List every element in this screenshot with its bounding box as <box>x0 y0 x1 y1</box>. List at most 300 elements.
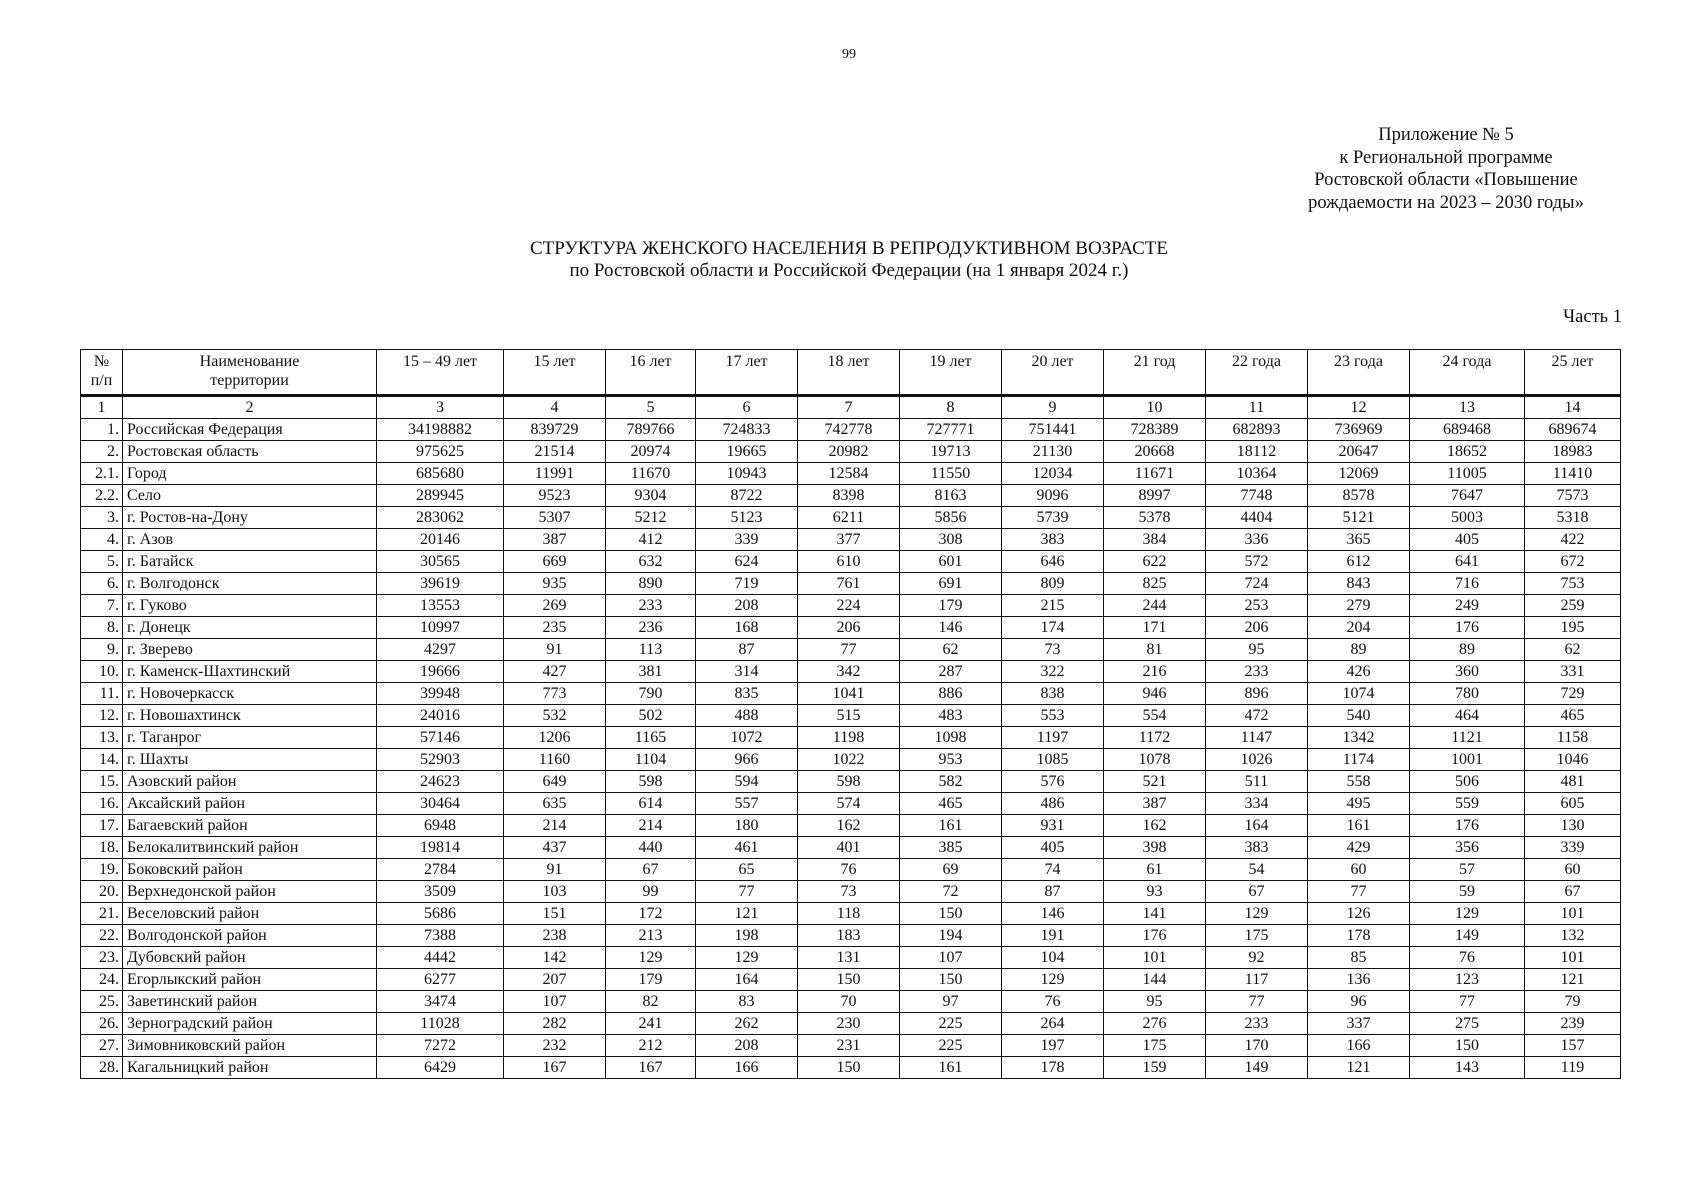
value-cell: 236 <box>606 617 696 639</box>
territory-name-cell: Село <box>123 485 377 507</box>
value-cell: 60 <box>1525 859 1621 881</box>
value-cell: 70 <box>798 991 900 1013</box>
table-row <box>81 507 1621 529</box>
table-row <box>81 485 1621 507</box>
value-cell: 60 <box>1308 859 1410 881</box>
value-cell: 1001 <box>1410 749 1525 771</box>
value-cell: 67 <box>1206 881 1308 903</box>
document-title <box>0 238 1698 282</box>
col-header-age: 16 лет <box>606 350 696 396</box>
value-cell: 269 <box>504 595 606 617</box>
row-index-cell: 8. <box>81 617 123 639</box>
value-cell: 7647 <box>1410 485 1525 507</box>
value-cell: 20668 <box>1104 441 1206 463</box>
territory-name-cell: Верхнедонской район <box>123 881 377 903</box>
row-index-cell: 28. <box>81 1057 123 1079</box>
value-cell: 197 <box>1002 1035 1104 1057</box>
value-cell: 1165 <box>606 727 696 749</box>
value-cell: 809 <box>1002 573 1104 595</box>
value-cell: 339 <box>1525 837 1621 859</box>
value-cell: 92 <box>1206 947 1308 969</box>
territory-name-cell: г. Новочеркасск <box>123 683 377 705</box>
value-cell: 440 <box>606 837 696 859</box>
value-cell: 101 <box>1104 947 1206 969</box>
value-cell: 360 <box>1410 661 1525 683</box>
column-number: 14 <box>1525 396 1621 419</box>
value-cell: 176 <box>1410 815 1525 837</box>
value-cell: 635 <box>504 793 606 815</box>
value-cell: 287 <box>900 661 1002 683</box>
value-cell: 1160 <box>504 749 606 771</box>
value-cell: 4404 <box>1206 507 1308 529</box>
value-cell: 691 <box>900 573 1002 595</box>
table-row <box>81 1035 1621 1057</box>
value-cell: 150 <box>900 903 1002 925</box>
territory-name-cell: Ростовская область <box>123 441 377 463</box>
value-cell: 72 <box>900 881 1002 903</box>
value-cell: 11550 <box>900 463 1002 485</box>
value-cell: 74 <box>1002 859 1104 881</box>
value-cell: 8398 <box>798 485 900 507</box>
row-index-cell: 13. <box>81 727 123 749</box>
value-cell: 18652 <box>1410 441 1525 463</box>
value-cell: 736969 <box>1308 419 1410 441</box>
value-cell: 65 <box>696 859 798 881</box>
table-row <box>81 859 1621 881</box>
value-cell: 21130 <box>1002 441 1104 463</box>
column-number: 10 <box>1104 396 1206 419</box>
col-header-age: 19 лет <box>900 350 1002 396</box>
title-line-2: по Ростовской области и Российской Федерации (на 1 января 2024 г.) <box>569 260 1129 281</box>
value-cell: 594 <box>696 771 798 793</box>
value-cell: 339 <box>696 529 798 551</box>
column-number-row <box>81 396 1621 419</box>
value-cell: 85 <box>1308 947 1410 969</box>
column-number: 5 <box>606 396 696 419</box>
value-cell: 1072 <box>696 727 798 749</box>
value-cell: 57146 <box>377 727 504 749</box>
value-cell: 24623 <box>377 771 504 793</box>
value-cell: 249 <box>1410 595 1525 617</box>
value-cell: 13553 <box>377 595 504 617</box>
territory-name-cell: г. Азов <box>123 529 377 551</box>
value-cell: 76 <box>1002 991 1104 1013</box>
col-header-age: 15 лет <box>504 350 606 396</box>
value-cell: 646 <box>1002 551 1104 573</box>
value-cell: 89 <box>1410 639 1525 661</box>
value-cell: 559 <box>1410 793 1525 815</box>
row-index-cell: 25. <box>81 991 123 1013</box>
value-cell: 123 <box>1410 969 1525 991</box>
value-cell: 314 <box>696 661 798 683</box>
value-cell: 1085 <box>1002 749 1104 771</box>
value-cell: 790 <box>606 683 696 705</box>
value-cell: 7573 <box>1525 485 1621 507</box>
value-cell: 206 <box>798 617 900 639</box>
value-cell: 1078 <box>1104 749 1206 771</box>
value-cell: 198 <box>696 925 798 947</box>
column-number: 4 <box>504 396 606 419</box>
value-cell: 1206 <box>504 727 606 749</box>
value-cell: 233 <box>1206 661 1308 683</box>
value-cell: 381 <box>606 661 696 683</box>
value-cell: 146 <box>1002 903 1104 925</box>
value-cell: 180 <box>696 815 798 837</box>
row-index-cell: 18. <box>81 837 123 859</box>
value-cell: 178 <box>1002 1057 1104 1079</box>
value-cell: 150 <box>798 969 900 991</box>
value-cell: 117 <box>1206 969 1308 991</box>
table-row <box>81 595 1621 617</box>
territory-name-cell: Аксайский район <box>123 793 377 815</box>
value-cell: 208 <box>696 1035 798 1057</box>
col-header-age: 17 лет <box>696 350 798 396</box>
value-cell: 12034 <box>1002 463 1104 485</box>
value-cell: 412 <box>606 529 696 551</box>
value-cell: 427 <box>504 661 606 683</box>
row-index-cell: 5. <box>81 551 123 573</box>
table-row <box>81 771 1621 793</box>
table-row <box>81 881 1621 903</box>
value-cell: 472 <box>1206 705 1308 727</box>
value-cell: 481 <box>1525 771 1621 793</box>
value-cell: 73 <box>1002 639 1104 661</box>
value-cell: 151 <box>504 903 606 925</box>
row-index-cell: 20. <box>81 881 123 903</box>
value-cell: 624 <box>696 551 798 573</box>
value-cell: 179 <box>606 969 696 991</box>
value-cell: 126 <box>1308 903 1410 925</box>
value-cell: 79 <box>1525 991 1621 1013</box>
value-cell: 194 <box>900 925 1002 947</box>
value-cell: 1158 <box>1525 727 1621 749</box>
value-cell: 780 <box>1410 683 1525 705</box>
col-header-15-49: 15 – 49 лет <box>377 350 504 396</box>
value-cell: 612 <box>1308 551 1410 573</box>
value-cell: 87 <box>696 639 798 661</box>
value-cell: 121 <box>1525 969 1621 991</box>
value-cell: 682893 <box>1206 419 1308 441</box>
column-number: 3 <box>377 396 504 419</box>
value-cell: 724833 <box>696 419 798 441</box>
territory-name-cell: г. Ростов-на-Дону <box>123 507 377 529</box>
value-cell: 5856 <box>900 507 1002 529</box>
value-cell: 289945 <box>377 485 504 507</box>
value-cell: 789766 <box>606 419 696 441</box>
value-cell: 601 <box>900 551 1002 573</box>
value-cell: 21514 <box>504 441 606 463</box>
value-cell: 641 <box>1410 551 1525 573</box>
value-cell: 387 <box>504 529 606 551</box>
value-cell: 429 <box>1308 837 1410 859</box>
territory-name-cell: г. Зверево <box>123 639 377 661</box>
value-cell: 107 <box>504 991 606 1013</box>
value-cell: 19713 <box>900 441 1002 463</box>
value-cell: 143 <box>1410 1057 1525 1079</box>
value-cell: 81 <box>1104 639 1206 661</box>
value-cell: 176 <box>1410 617 1525 639</box>
value-cell: 276 <box>1104 1013 1206 1035</box>
value-cell: 966 <box>696 749 798 771</box>
value-cell: 146 <box>900 617 1002 639</box>
value-cell: 5686 <box>377 903 504 925</box>
value-cell: 77 <box>1308 881 1410 903</box>
value-cell: 890 <box>606 573 696 595</box>
row-index-cell: 10. <box>81 661 123 683</box>
territory-name-cell: г. Каменск-Шахтинский <box>123 661 377 683</box>
value-cell: 773 <box>504 683 606 705</box>
value-cell: 669 <box>504 551 606 573</box>
territory-name-cell: Волгодонской район <box>123 925 377 947</box>
col-header-age: 22 года <box>1206 350 1308 396</box>
value-cell: 464 <box>1410 705 1525 727</box>
row-index-cell: 6. <box>81 573 123 595</box>
appendix-line: Ростовской области «Повышение <box>1314 170 1578 190</box>
value-cell: 275 <box>1410 1013 1525 1035</box>
value-cell: 95 <box>1104 991 1206 1013</box>
column-number: 2 <box>123 396 377 419</box>
value-cell: 515 <box>798 705 900 727</box>
value-cell: 20974 <box>606 441 696 463</box>
value-cell: 383 <box>1002 529 1104 551</box>
value-cell: 157 <box>1525 1035 1621 1057</box>
value-cell: 384 <box>1104 529 1206 551</box>
value-cell: 20982 <box>798 441 900 463</box>
value-cell: 10943 <box>696 463 798 485</box>
value-cell: 689674 <box>1525 419 1621 441</box>
row-index-cell: 1. <box>81 419 123 441</box>
value-cell: 191 <box>1002 925 1104 947</box>
table-row <box>81 639 1621 661</box>
value-cell: 77 <box>1206 991 1308 1013</box>
value-cell: 52903 <box>377 749 504 771</box>
value-cell: 19666 <box>377 661 504 683</box>
value-cell: 12584 <box>798 463 900 485</box>
row-index-cell: 15. <box>81 771 123 793</box>
value-cell: 975625 <box>377 441 504 463</box>
col-header-territory: Наименование территории <box>123 350 377 396</box>
value-cell: 150 <box>1410 1035 1525 1057</box>
territory-name-cell: Зимовниковский район <box>123 1035 377 1057</box>
value-cell: 97 <box>900 991 1002 1013</box>
table-row <box>81 1057 1621 1079</box>
value-cell: 235 <box>504 617 606 639</box>
value-cell: 142 <box>504 947 606 969</box>
table-row <box>81 749 1621 771</box>
value-cell: 322 <box>1002 661 1104 683</box>
row-index-cell: 2.1. <box>81 463 123 485</box>
table-row <box>81 903 1621 925</box>
column-number: 6 <box>696 396 798 419</box>
value-cell: 164 <box>696 969 798 991</box>
value-cell: 483 <box>900 705 1002 727</box>
value-cell: 614 <box>606 793 696 815</box>
value-cell: 511 <box>1206 771 1308 793</box>
value-cell: 953 <box>900 749 1002 771</box>
value-cell: 724 <box>1206 573 1308 595</box>
value-cell: 175 <box>1206 925 1308 947</box>
value-cell: 1104 <box>606 749 696 771</box>
value-cell: 753 <box>1525 573 1621 595</box>
value-cell: 132 <box>1525 925 1621 947</box>
value-cell: 8722 <box>696 485 798 507</box>
value-cell: 225 <box>900 1035 1002 1057</box>
territory-name-cell: Боковский район <box>123 859 377 881</box>
value-cell: 437 <box>504 837 606 859</box>
value-cell: 101 <box>1525 947 1621 969</box>
value-cell: 76 <box>798 859 900 881</box>
territory-name-cell: г. Волгодонск <box>123 573 377 595</box>
value-cell: 212 <box>606 1035 696 1057</box>
value-cell: 461 <box>696 837 798 859</box>
value-cell: 172 <box>606 903 696 925</box>
value-cell: 331 <box>1525 661 1621 683</box>
value-cell: 91 <box>504 859 606 881</box>
value-cell: 168 <box>696 617 798 639</box>
value-cell: 73 <box>798 881 900 903</box>
value-cell: 150 <box>798 1057 900 1079</box>
row-index-cell: 26. <box>81 1013 123 1035</box>
value-cell: 104 <box>1002 947 1104 969</box>
table-row <box>81 683 1621 705</box>
value-cell: 8997 <box>1104 485 1206 507</box>
value-cell: 24016 <box>377 705 504 727</box>
territory-name-cell: Белокалитвинский район <box>123 837 377 859</box>
value-cell: 1147 <box>1206 727 1308 749</box>
value-cell: 253 <box>1206 595 1308 617</box>
value-cell: 506 <box>1410 771 1525 793</box>
value-cell: 7388 <box>377 925 504 947</box>
value-cell: 495 <box>1308 793 1410 815</box>
value-cell: 171 <box>1104 617 1206 639</box>
value-cell: 82 <box>606 991 696 1013</box>
col-header-age: 24 года <box>1410 350 1525 396</box>
value-cell: 6211 <box>798 507 900 529</box>
value-cell: 1074 <box>1308 683 1410 705</box>
value-cell: 716 <box>1410 573 1525 595</box>
value-cell: 11410 <box>1525 463 1621 485</box>
territory-name-cell: Багаевский район <box>123 815 377 837</box>
value-cell: 622 <box>1104 551 1206 573</box>
value-cell: 1026 <box>1206 749 1308 771</box>
table-row <box>81 573 1621 595</box>
value-cell: 11991 <box>504 463 606 485</box>
appendix-note <box>1281 124 1611 214</box>
value-cell: 162 <box>798 815 900 837</box>
value-cell: 103 <box>504 881 606 903</box>
territory-name-cell: г. Шахты <box>123 749 377 771</box>
value-cell: 465 <box>900 793 1002 815</box>
value-cell: 11005 <box>1410 463 1525 485</box>
value-cell: 632 <box>606 551 696 573</box>
value-cell: 233 <box>1206 1013 1308 1035</box>
value-cell: 76 <box>1410 947 1525 969</box>
territory-name-cell: Кагальницкий район <box>123 1057 377 1079</box>
value-cell: 554 <box>1104 705 1206 727</box>
value-cell: 385 <box>900 837 1002 859</box>
value-cell: 206 <box>1206 617 1308 639</box>
value-cell: 521 <box>1104 771 1206 793</box>
table-row <box>81 419 1621 441</box>
value-cell: 582 <box>900 771 1002 793</box>
value-cell: 719 <box>696 573 798 595</box>
value-cell: 8578 <box>1308 485 1410 507</box>
value-cell: 10364 <box>1206 463 1308 485</box>
value-cell: 93 <box>1104 881 1206 903</box>
value-cell: 95 <box>1206 639 1308 661</box>
row-index-cell: 9. <box>81 639 123 661</box>
table-row <box>81 837 1621 859</box>
value-cell: 1121 <box>1410 727 1525 749</box>
value-cell: 89 <box>1308 639 1410 661</box>
row-index-cell: 23. <box>81 947 123 969</box>
value-cell: 727771 <box>900 419 1002 441</box>
value-cell: 401 <box>798 837 900 859</box>
value-cell: 685680 <box>377 463 504 485</box>
value-cell: 83 <box>696 991 798 1013</box>
value-cell: 398 <box>1104 837 1206 859</box>
value-cell: 728389 <box>1104 419 1206 441</box>
row-index-cell: 14. <box>81 749 123 771</box>
value-cell: 57 <box>1410 859 1525 881</box>
value-cell: 1197 <box>1002 727 1104 749</box>
value-cell: 144 <box>1104 969 1206 991</box>
value-cell: 11028 <box>377 1013 504 1035</box>
table-row <box>81 463 1621 485</box>
value-cell: 1022 <box>798 749 900 771</box>
row-index-cell: 21. <box>81 903 123 925</box>
value-cell: 232 <box>504 1035 606 1057</box>
value-cell: 1342 <box>1308 727 1410 749</box>
value-cell: 264 <box>1002 1013 1104 1035</box>
territory-name-cell: г. Новошахтинск <box>123 705 377 727</box>
value-cell: 176 <box>1104 925 1206 947</box>
value-cell: 426 <box>1308 661 1410 683</box>
territory-name-cell: Веселовский район <box>123 903 377 925</box>
table-row <box>81 551 1621 573</box>
value-cell: 839729 <box>504 419 606 441</box>
row-index-cell: 19. <box>81 859 123 881</box>
column-number: 9 <box>1002 396 1104 419</box>
value-cell: 337 <box>1308 1013 1410 1035</box>
row-index-cell: 7. <box>81 595 123 617</box>
value-cell: 164 <box>1206 815 1308 837</box>
value-cell: 121 <box>696 903 798 925</box>
value-cell: 572 <box>1206 551 1308 573</box>
value-cell: 239 <box>1525 1013 1621 1035</box>
value-cell: 107 <box>900 947 1002 969</box>
value-cell: 96 <box>1308 991 1410 1013</box>
value-cell: 150 <box>900 969 1002 991</box>
table-row <box>81 617 1621 639</box>
value-cell: 149 <box>1206 1057 1308 1079</box>
column-number: 1 <box>81 396 123 419</box>
value-cell: 7748 <box>1206 485 1308 507</box>
value-cell: 67 <box>606 859 696 881</box>
value-cell: 835 <box>696 683 798 705</box>
value-cell: 761 <box>798 573 900 595</box>
value-cell: 576 <box>1002 771 1104 793</box>
territory-name-cell: Азовский район <box>123 771 377 793</box>
value-cell: 179 <box>900 595 1002 617</box>
value-cell: 11670 <box>606 463 696 485</box>
row-index-cell: 4. <box>81 529 123 551</box>
header-row <box>81 350 1621 396</box>
value-cell: 91 <box>504 639 606 661</box>
value-cell: 4297 <box>377 639 504 661</box>
value-cell: 183 <box>798 925 900 947</box>
value-cell: 230 <box>798 1013 900 1035</box>
